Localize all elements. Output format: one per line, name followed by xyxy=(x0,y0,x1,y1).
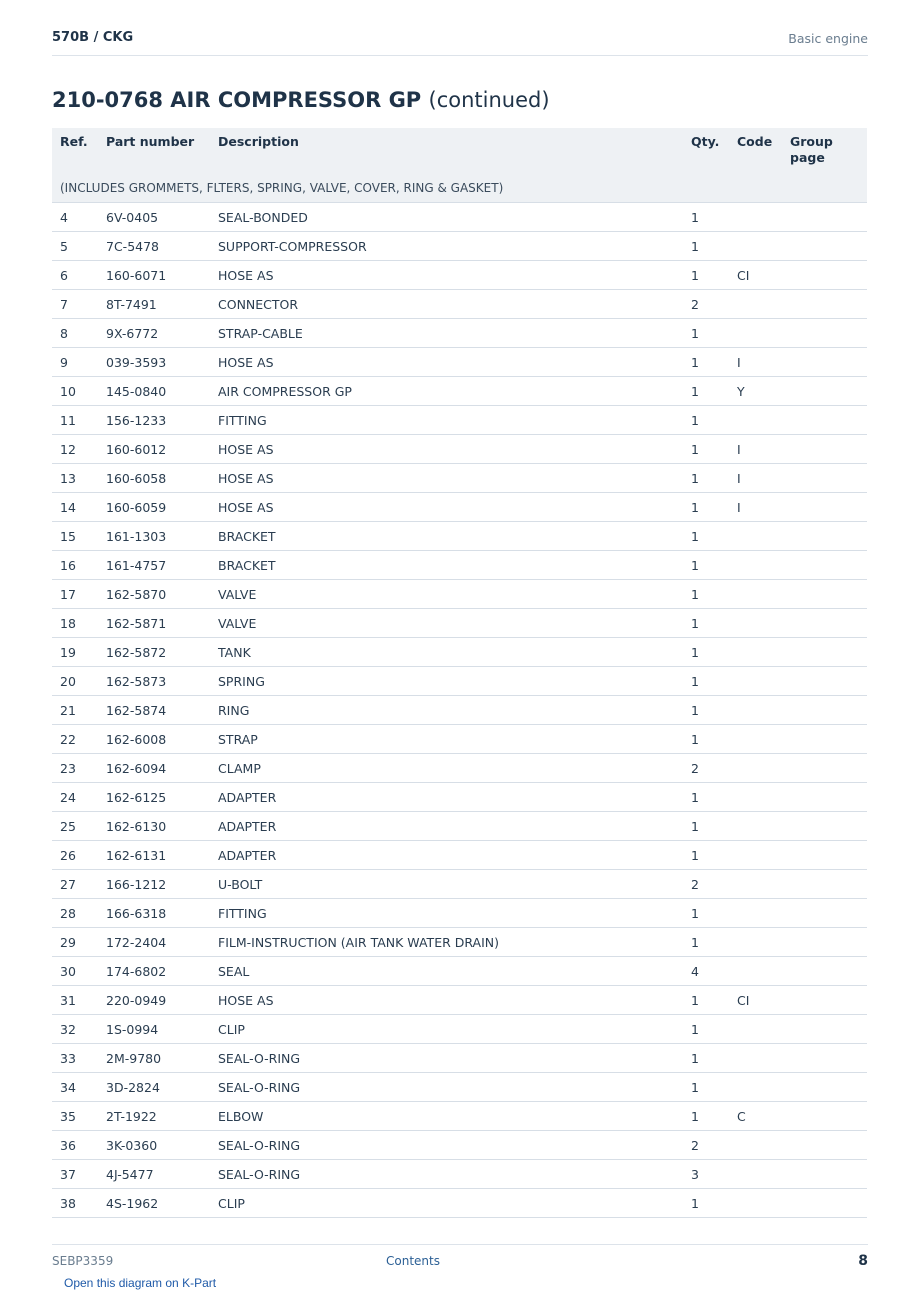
row-ref: 22 xyxy=(52,725,98,754)
row-part-number: 162-6131 xyxy=(98,841,210,870)
row-ref: 29 xyxy=(52,928,98,957)
row-code xyxy=(729,899,782,928)
row-part-number: 2T-1922 xyxy=(98,1102,210,1131)
row-description: HOSE AS xyxy=(210,348,683,377)
row-code xyxy=(729,1160,782,1189)
row-ref: 12 xyxy=(52,435,98,464)
row-group-page xyxy=(782,899,867,928)
row-ref: 7 xyxy=(52,290,98,319)
row-group-page xyxy=(782,696,867,725)
row-description: SEAL xyxy=(210,957,683,986)
table-row xyxy=(52,667,867,696)
row-ref: 33 xyxy=(52,1044,98,1073)
row-group-page xyxy=(782,551,867,580)
row-qty: 1 xyxy=(683,406,729,435)
row-part-number: 156-1233 xyxy=(98,406,210,435)
row-part-number: 2M-9780 xyxy=(98,1044,210,1073)
table-row xyxy=(52,1189,867,1218)
row-part-number: 162-5871 xyxy=(98,609,210,638)
row-qty: 1 xyxy=(683,1044,729,1073)
row-part-number: 166-6318 xyxy=(98,899,210,928)
row-code xyxy=(729,551,782,580)
row-description: RING xyxy=(210,696,683,725)
row-part-number: 8T-7491 xyxy=(98,290,210,319)
row-group-page xyxy=(782,667,867,696)
row-qty: 1 xyxy=(683,638,729,667)
row-description: ELBOW xyxy=(210,1102,683,1131)
row-description: HOSE AS xyxy=(210,261,683,290)
row-description: SEAL-O-RING xyxy=(210,1073,683,1102)
table-row xyxy=(52,928,867,957)
table-note-row xyxy=(52,174,867,203)
row-code xyxy=(729,725,782,754)
row-description: STRAP-CABLE xyxy=(210,319,683,348)
row-part-number: 9X-6772 xyxy=(98,319,210,348)
document-id: SEBP3359 xyxy=(52,1254,114,1268)
row-group-page xyxy=(782,377,867,406)
row-description: CLAMP xyxy=(210,754,683,783)
row-group-page xyxy=(782,1073,867,1102)
row-qty: 1 xyxy=(683,667,729,696)
row-code xyxy=(729,232,782,261)
table-row xyxy=(52,1044,867,1073)
row-part-number: 039-3593 xyxy=(98,348,210,377)
row-group-page xyxy=(782,464,867,493)
row-qty: 1 xyxy=(683,1102,729,1131)
row-qty: 1 xyxy=(683,580,729,609)
row-ref: 15 xyxy=(52,522,98,551)
row-part-number: 160-6071 xyxy=(98,261,210,290)
row-ref: 25 xyxy=(52,812,98,841)
row-qty: 1 xyxy=(683,986,729,1015)
row-ref: 17 xyxy=(52,580,98,609)
row-group-page xyxy=(782,609,867,638)
row-group-page xyxy=(782,725,867,754)
row-code: CI xyxy=(729,986,782,1015)
row-description: FITTING xyxy=(210,899,683,928)
row-description: AIR COMPRESSOR GP xyxy=(210,377,683,406)
table-row xyxy=(52,464,867,493)
row-ref: 5 xyxy=(52,232,98,261)
row-code xyxy=(729,1073,782,1102)
table-row xyxy=(52,1160,867,1189)
row-code xyxy=(729,928,782,957)
table-row xyxy=(52,899,867,928)
row-ref: 32 xyxy=(52,1015,98,1044)
row-qty: 1 xyxy=(683,1189,729,1218)
row-qty: 1 xyxy=(683,783,729,812)
row-description: U-BOLT xyxy=(210,870,683,899)
row-description: HOSE AS xyxy=(210,464,683,493)
row-qty: 1 xyxy=(683,493,729,522)
row-part-number: 4S-1962 xyxy=(98,1189,210,1218)
row-ref: 20 xyxy=(52,667,98,696)
row-ref: 35 xyxy=(52,1102,98,1131)
row-qty: 1 xyxy=(683,696,729,725)
row-code xyxy=(729,667,782,696)
row-group-page xyxy=(782,290,867,319)
row-part-number: 161-1303 xyxy=(98,522,210,551)
table-row xyxy=(52,435,867,464)
row-part-number: 3D-2824 xyxy=(98,1073,210,1102)
row-group-page xyxy=(782,957,867,986)
breadcrumb: 570B / CKG xyxy=(52,30,134,45)
parts-table xyxy=(52,128,867,1218)
column-header-description: Description xyxy=(210,128,683,174)
row-description: SUPPORT-COMPRESSOR xyxy=(210,232,683,261)
row-part-number: 172-2404 xyxy=(98,928,210,957)
row-part-number: 162-5872 xyxy=(98,638,210,667)
table-row xyxy=(52,493,867,522)
includes-note: (INCLUDES GROMMETS, FLTERS, SPRING, VALVE, COVER, RING & GASKET) xyxy=(52,174,867,203)
table-row xyxy=(52,696,867,725)
parts-table-body xyxy=(52,203,867,1218)
row-group-page xyxy=(782,812,867,841)
row-qty: 1 xyxy=(683,928,729,957)
row-code: C xyxy=(729,1102,782,1131)
row-qty: 1 xyxy=(683,1073,729,1102)
table-row xyxy=(52,261,867,290)
row-description: HOSE AS xyxy=(210,493,683,522)
row-part-number: 162-5870 xyxy=(98,580,210,609)
row-ref: 26 xyxy=(52,841,98,870)
row-ref: 6 xyxy=(52,261,98,290)
row-qty: 1 xyxy=(683,899,729,928)
page-header xyxy=(52,28,868,56)
table-row xyxy=(52,406,867,435)
column-header-part-number: Part number xyxy=(98,128,210,174)
row-qty: 1 xyxy=(683,435,729,464)
row-code xyxy=(729,580,782,609)
row-code xyxy=(729,696,782,725)
row-code xyxy=(729,1044,782,1073)
table-row xyxy=(52,812,867,841)
page-number: 8 xyxy=(858,1253,868,1269)
row-ref: 23 xyxy=(52,754,98,783)
row-part-number: 160-6059 xyxy=(98,493,210,522)
table-row xyxy=(52,783,867,812)
table-row xyxy=(52,1102,867,1131)
row-part-number: 1S-0994 xyxy=(98,1015,210,1044)
row-code xyxy=(729,203,782,232)
row-group-page xyxy=(782,435,867,464)
row-ref: 16 xyxy=(52,551,98,580)
row-qty: 1 xyxy=(683,551,729,580)
table-row xyxy=(52,609,867,638)
row-group-page xyxy=(782,203,867,232)
row-qty: 1 xyxy=(683,1015,729,1044)
row-code xyxy=(729,957,782,986)
row-qty: 1 xyxy=(683,232,729,261)
row-description: BRACKET xyxy=(210,551,683,580)
table-row xyxy=(52,1073,867,1102)
table-row xyxy=(52,986,867,1015)
row-group-page xyxy=(782,348,867,377)
row-part-number: 3K-0360 xyxy=(98,1131,210,1160)
row-ref: 28 xyxy=(52,899,98,928)
row-qty: 1 xyxy=(683,348,729,377)
row-code xyxy=(729,812,782,841)
row-group-page xyxy=(782,1189,867,1218)
row-code: Y xyxy=(729,377,782,406)
table-row xyxy=(52,348,867,377)
row-description: SEAL-O-RING xyxy=(210,1160,683,1189)
row-part-number: 162-6125 xyxy=(98,783,210,812)
row-qty: 3 xyxy=(683,1160,729,1189)
row-description: SEAL-BONDED xyxy=(210,203,683,232)
row-group-page xyxy=(782,870,867,899)
row-description: SPRING xyxy=(210,667,683,696)
row-ref: 37 xyxy=(52,1160,98,1189)
row-code xyxy=(729,783,782,812)
row-qty: 2 xyxy=(683,290,729,319)
row-code: I xyxy=(729,493,782,522)
table-row xyxy=(52,319,867,348)
row-ref: 18 xyxy=(52,609,98,638)
row-description: ADAPTER xyxy=(210,812,683,841)
row-ref: 14 xyxy=(52,493,98,522)
row-part-number: 162-6094 xyxy=(98,754,210,783)
table-row xyxy=(52,841,867,870)
table-row xyxy=(52,551,867,580)
page-title xyxy=(52,88,550,112)
row-qty: 2 xyxy=(683,754,729,783)
row-ref: 13 xyxy=(52,464,98,493)
row-part-number: 160-6058 xyxy=(98,464,210,493)
table-header-row xyxy=(52,128,867,174)
row-qty: 1 xyxy=(683,319,729,348)
row-qty: 1 xyxy=(683,812,729,841)
row-description: VALVE xyxy=(210,580,683,609)
row-description: BRACKET xyxy=(210,522,683,551)
row-part-number: 220-0949 xyxy=(98,986,210,1015)
table-row xyxy=(52,754,867,783)
row-code xyxy=(729,522,782,551)
row-code xyxy=(729,319,782,348)
row-group-page xyxy=(782,783,867,812)
row-description: ADAPTER xyxy=(210,783,683,812)
row-description: TANK xyxy=(210,638,683,667)
column-header-group-page: Group page xyxy=(782,128,867,174)
row-qty: 1 xyxy=(683,377,729,406)
row-group-page xyxy=(782,1131,867,1160)
title-suffix: (continued) xyxy=(428,88,550,112)
row-group-page xyxy=(782,1015,867,1044)
row-code xyxy=(729,841,782,870)
row-qty: 1 xyxy=(683,609,729,638)
row-group-page xyxy=(782,638,867,667)
row-code xyxy=(729,290,782,319)
table-row xyxy=(52,522,867,551)
row-ref: 31 xyxy=(52,986,98,1015)
row-group-page xyxy=(782,319,867,348)
row-part-number: 145-0840 xyxy=(98,377,210,406)
row-qty: 1 xyxy=(683,261,729,290)
row-ref: 9 xyxy=(52,348,98,377)
section-name: Basic engine xyxy=(788,31,868,46)
row-code xyxy=(729,870,782,899)
row-description: CONNECTOR xyxy=(210,290,683,319)
row-group-page xyxy=(782,1160,867,1189)
row-part-number: 7C-5478 xyxy=(98,232,210,261)
row-group-page xyxy=(782,841,867,870)
table-row xyxy=(52,870,867,899)
row-code: I xyxy=(729,435,782,464)
table-row xyxy=(52,203,867,232)
row-group-page xyxy=(782,986,867,1015)
row-qty: 1 xyxy=(683,725,729,754)
row-part-number: 162-5874 xyxy=(98,696,210,725)
row-code xyxy=(729,406,782,435)
row-ref: 11 xyxy=(52,406,98,435)
row-ref: 30 xyxy=(52,957,98,986)
row-group-page xyxy=(782,261,867,290)
column-header-code: Code xyxy=(729,128,782,174)
row-part-number: 4J-5477 xyxy=(98,1160,210,1189)
row-qty: 4 xyxy=(683,957,729,986)
row-description: SEAL-O-RING xyxy=(210,1044,683,1073)
row-part-number: 6V-0405 xyxy=(98,203,210,232)
contents-link[interactable]: Contents xyxy=(386,1254,440,1268)
row-ref: 10 xyxy=(52,377,98,406)
row-ref: 36 xyxy=(52,1131,98,1160)
row-part-number: 166-1212 xyxy=(98,870,210,899)
row-ref: 4 xyxy=(52,203,98,232)
title-main: 210-0768 AIR COMPRESSOR GP xyxy=(52,88,422,112)
row-ref: 27 xyxy=(52,870,98,899)
row-description: VALVE xyxy=(210,609,683,638)
row-qty: 2 xyxy=(683,870,729,899)
row-ref: 34 xyxy=(52,1073,98,1102)
row-ref: 21 xyxy=(52,696,98,725)
row-code: CI xyxy=(729,261,782,290)
row-part-number: 162-6008 xyxy=(98,725,210,754)
table-row xyxy=(52,1015,867,1044)
row-description: CLIP xyxy=(210,1189,683,1218)
row-group-page xyxy=(782,928,867,957)
row-ref: 8 xyxy=(52,319,98,348)
row-part-number: 174-6802 xyxy=(98,957,210,986)
row-ref: 24 xyxy=(52,783,98,812)
row-group-page xyxy=(782,493,867,522)
row-group-page xyxy=(782,522,867,551)
row-group-page xyxy=(782,406,867,435)
row-group-page xyxy=(782,1102,867,1131)
row-qty: 1 xyxy=(683,522,729,551)
column-header-ref: Ref. xyxy=(52,128,98,174)
row-code: I xyxy=(729,464,782,493)
row-ref: 38 xyxy=(52,1189,98,1218)
row-description: CLIP xyxy=(210,1015,683,1044)
open-diagram-link[interactable]: Open this diagram on K-Part xyxy=(64,1276,217,1290)
row-description: HOSE AS xyxy=(210,986,683,1015)
table-row xyxy=(52,1131,867,1160)
table-row xyxy=(52,638,867,667)
page-footer xyxy=(52,1244,868,1275)
row-description: FITTING xyxy=(210,406,683,435)
table-row xyxy=(52,290,867,319)
row-qty: 1 xyxy=(683,203,729,232)
row-description: SEAL-O-RING xyxy=(210,1131,683,1160)
row-part-number: 160-6012 xyxy=(98,435,210,464)
row-group-page xyxy=(782,232,867,261)
row-qty: 1 xyxy=(683,841,729,870)
row-code xyxy=(729,1015,782,1044)
row-description: HOSE AS xyxy=(210,435,683,464)
row-group-page xyxy=(782,754,867,783)
row-group-page xyxy=(782,1044,867,1073)
row-code xyxy=(729,1131,782,1160)
row-part-number: 162-5873 xyxy=(98,667,210,696)
row-ref: 19 xyxy=(52,638,98,667)
row-code: I xyxy=(729,348,782,377)
row-qty: 1 xyxy=(683,464,729,493)
row-code xyxy=(729,754,782,783)
table-row xyxy=(52,725,867,754)
row-description: ADAPTER xyxy=(210,841,683,870)
table-row xyxy=(52,957,867,986)
row-qty: 2 xyxy=(683,1131,729,1160)
row-part-number: 161-4757 xyxy=(98,551,210,580)
table-row xyxy=(52,232,867,261)
row-description: STRAP xyxy=(210,725,683,754)
row-part-number: 162-6130 xyxy=(98,812,210,841)
row-group-page xyxy=(782,580,867,609)
row-description: FILM-INSTRUCTION (AIR TANK WATER DRAIN) xyxy=(210,928,683,957)
column-header-qty: Qty. xyxy=(683,128,729,174)
table-row xyxy=(52,580,867,609)
table-row xyxy=(52,377,867,406)
row-code xyxy=(729,609,782,638)
row-code xyxy=(729,1189,782,1218)
row-code xyxy=(729,638,782,667)
